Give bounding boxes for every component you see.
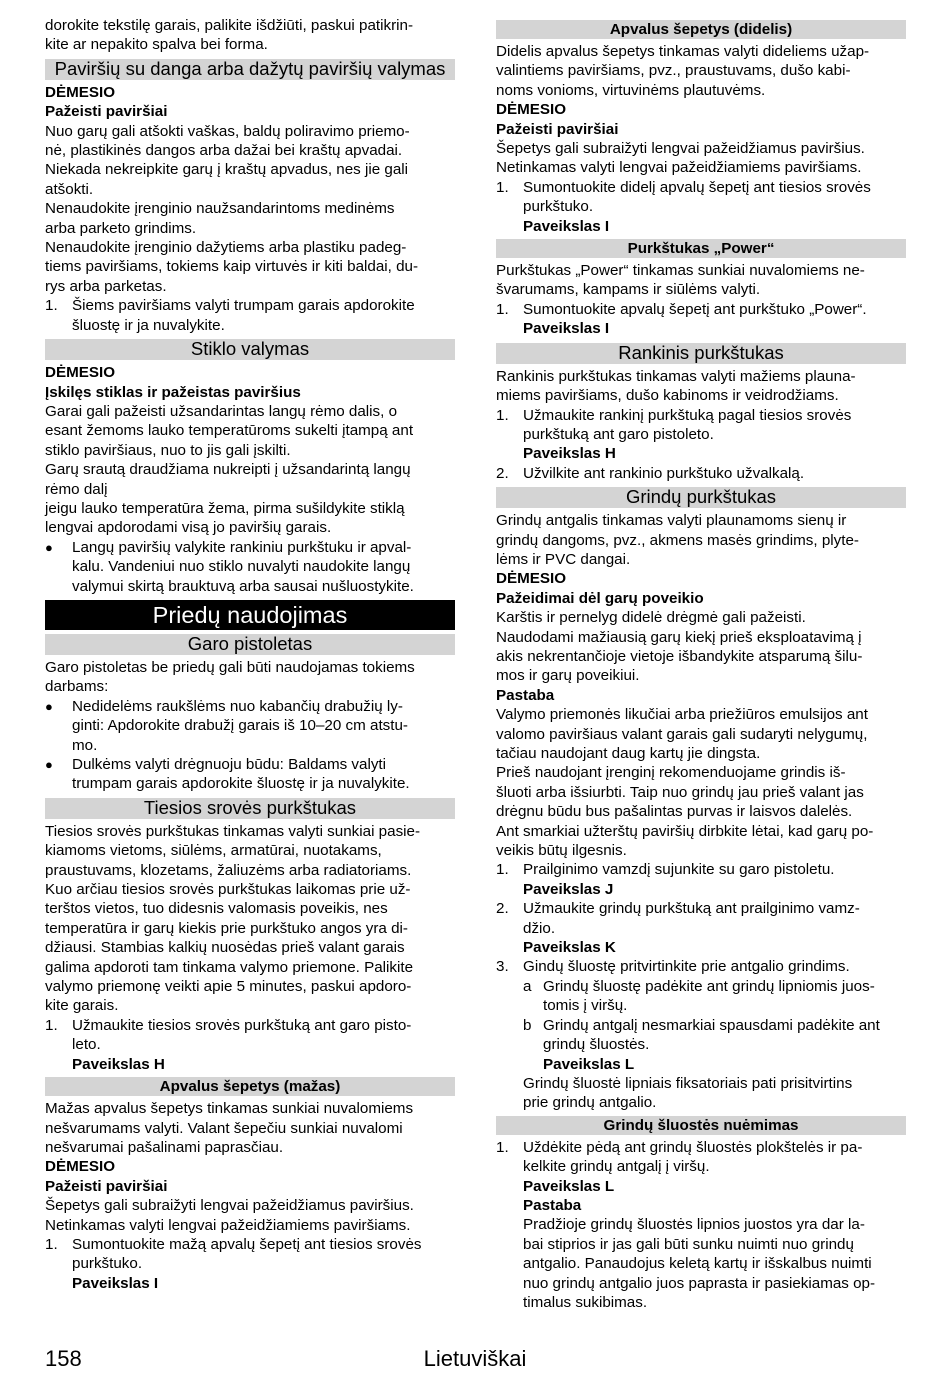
text-line: terštos vietos, tuo didesnis valomasis poveikis, nes [45,900,388,918]
step-line: tomis į viršų. [543,997,628,1015]
text-line: valintiems paviršiams, pvz., praustuvams, dušo kabi- [496,62,851,80]
text-line: Nenaudokite įrenginio naužsandarintoms medinėms [45,200,395,218]
bullet-line: Langų paviršių valykite rankiniu purkštuku ir apval- [72,538,412,556]
step-number: 1. [496,861,509,879]
sub-step-letter: b [523,1016,532,1034]
text-line: tačiau naudojant daug kartų jie dingsta. [496,745,761,762]
section-heading: Tiesios srovės purkštukas [45,798,455,819]
text-line: lengvai apdorodami visą jo paviršių garais. [45,519,332,537]
step-line: Sumontuokite mažą apvalų šepetį ant tiesios srovės [72,1235,422,1253]
text-line: veikis būtų ilgesnis. [496,842,627,860]
sub-step-letter: a [523,977,532,995]
step-number: 1. [45,1235,58,1253]
step-number: 1. [45,297,58,315]
text-line: nešvarumai pašalinami paprasčiau. [45,1138,284,1156]
text-line: Grindų šluostė lipniais fiksatoriais pati prisitvirtins [523,1074,853,1092]
step-line: džio. [523,919,556,937]
warning-label: DĖMESIO [496,570,567,588]
text-line: tiems paviršiams, tokiems kaip virtuvės ir kiti baldai, du- [45,258,419,276]
subsection-heading: Apvalus šepetys (mažas) [45,1077,455,1096]
warning-subtitle: Pažeidimai dėl garų poveikio [496,589,704,607]
text-line: šluoti arba išsiurbti. Taip nuo grindų jau prieš valant jas [496,783,864,801]
note-line: timalus sukibimas. [523,1293,648,1311]
text-line: Karštis ir pernelyg didelė drėgmė gali pažeisti. [496,609,806,627]
numbered-step [496,464,906,483]
text-line: valymo priemonę veikti apie 5 minutes, paskui apdoro- [45,978,412,996]
warning-label: DĖMESIO [45,364,116,382]
figure-reference: Paveikslas I [72,1274,159,1292]
text-line: praustuvams, klozetams, žaliuzėms arba radiatoriams. [45,861,412,879]
step-number: 1. [45,1016,58,1034]
text-line: valomo paviršiaus valant garais gali sudaryti nelygumų, [496,725,868,743]
text-line: džiausi. Stambias kalkių nuosėdas prieš valant garais [45,939,405,957]
bullet-line: valymui skirtą brauktuvą arba sausai nušluostykite. [72,577,414,595]
text-line: švarumams, kampams ir siūlėms valyti. [496,281,761,299]
step-number: 1. [496,300,509,318]
bullet-item [45,755,455,794]
bullet-line: Nedidelėms raukšlėms nuo kabančių drabužių ly- [72,697,403,715]
subsection-heading: Apvalus šepetys (didelis) [496,20,906,39]
text-line: kite garais. [45,997,119,1015]
text-line: Ant smarkiai užterštų paviršių dirbkite lėtai, kad garų po- [496,822,874,840]
text-line: nešvarumams valyti. Valant šepečiu sunkiai nuvalomi [45,1119,403,1137]
figure-reference: Paveikslas L [523,1177,615,1195]
text-line: Naudodami mažiausią garų kiekį prieš eksploatavimą į [496,628,862,646]
figure-reference: Paveikslas L [543,1055,635,1073]
text-line: Nenaudokite įrenginio dažytiems arba plastiku padeg- [45,239,407,257]
text-line: temperatūra ir garų kiekis prie purkštuko angos yra di- [45,919,408,937]
step-line: Sumontuokite didelį apvalų šepetį ant tiesios srovės [523,178,871,196]
step-line: purkštuko. [523,198,594,216]
bullet-line: Dulkėms valyti drėgnuoju būdu: Baldams valyti [72,756,387,773]
bullet-icon: ● [45,539,53,555]
text-line: darbams: [45,678,109,696]
step-number: 2. [496,464,509,482]
section-heading: Stiklo valymas [45,339,455,360]
numbered-step [496,860,906,899]
note-line: bai stiprios ir jas gali būti sunku nuimti nuo grindų [523,1235,854,1253]
text-line: Prieš naudojant įrenginį rekomenduojame grindis iš- [496,764,846,782]
numbered-step [45,1016,455,1074]
step-line: Užmaukite rankinį purkštuką pagal tiesios srovės [523,406,852,424]
subsection-heading: Grindų šluostės nuėmimas [496,1116,906,1135]
figure-reference: Paveikslas H [523,445,616,463]
step-line: Prailginimo vamzdį sujunkite su garo pistoletu. [523,861,835,879]
numbered-step [496,1138,906,1313]
step-number: 1. [496,406,509,424]
step-line: leto. [72,1036,101,1054]
text-line: Netinkamas valyti lengvai pažeidžiamiems paviršiams. [45,1216,411,1234]
language-label: Lietuviškai [423,1346,527,1371]
text-line: Šepetys gali subraižyti lengvai pažeidžiamus paviršius. [496,140,865,158]
bullet-line: ginti: Apdorokite drabužį garais iš 10–20 cm atstu- [72,717,408,735]
step-line: Gindų šluostę pritvirtinkite prie antgalio grindims. [523,958,850,976]
step-line: Uždėkite pėdą ant grindų šluostės plokštelės ir pa- [523,1138,863,1156]
section-heading: Paviršių su danga arba dažytų paviršių valymas [45,59,455,80]
text-line: Nuo garų gali atšokti vaškas, baldų poliravimo priemo- [45,122,410,140]
text-line: drėgnu būdu bus pašalintas purvas ir laisvos dalelės. [496,803,853,821]
numbered-step [45,296,455,335]
step-line: grindų šluostės. [543,1036,650,1054]
intro-line: dorokite tekstilę garais, palikite išdžiūti, paskui patikrin- [45,17,414,34]
text-line: mos ir garų poveikiui. [496,667,640,685]
text-line: nė, plastikinės dangos arba dažai bei kraštų apvadai. [45,142,403,160]
warning-subtitle: Pažeisti paviršiai [496,120,619,138]
text-line: noms vonioms, virtuvinėms plautuvėms. [496,81,766,99]
note-line: antgalio. Panaudojus keletą kartų ir išskalbus nuimti [523,1255,872,1273]
section-heading: Garo pistoletas [45,634,455,655]
step-line: Šiems paviršiams valyti trumpam garais apdorokite [72,297,415,315]
step-line: Užmaukite tiesios srovės purkštuką ant garo pisto- [72,1016,412,1034]
sub-step [523,977,906,1016]
bullet-line: trumpam garais apdorokite šluostę ir ja nuvalykite. [72,775,410,793]
bullet-icon: ● [45,698,53,714]
section-heading: Grindų purkštukas [496,487,906,508]
text-line: Niekada nekreipkite garų į kraštų apvadus, nes jie gali [45,161,409,179]
step-line: purkštuką ant garo pistoleto. [523,425,714,443]
section-heading: Rankinis purkštukas [496,343,906,364]
bullet-icon: ● [45,757,53,772]
intro-line: kite ar nepakito spalva bei forma. [45,36,268,54]
right-column [496,16,906,1312]
figure-reference: Paveikslas I [523,320,610,338]
warning-subtitle: Pažeisti paviršiai [45,1177,168,1195]
text-line: grindų dangoms, pvz., akmens masės grindims, plyte- [496,531,859,549]
note-label: Pastaba [523,1196,582,1214]
bullet-line: kalu. Vandeniui nuo stiklo nuvalyti naudokite langų [72,558,411,576]
bullet-item [45,538,455,596]
text-line: Kuo arčiau tiesios srovės purkštukas laikomas prie už- [45,881,411,899]
note-line: Pradžioje grindų šluostės lipnios juostos yra dar la- [523,1216,865,1234]
left-column [45,16,455,1293]
text-line: prie grindų antgalio. [523,1094,657,1112]
step-line: Sumontuokite apvalų šepetį ant purkštuko „Power“. [523,300,867,318]
text-line: arba parketo grindims. [45,219,197,237]
text-line: Garo pistoletas be priedų gali būti naudojamas tokiems [45,658,415,676]
text-line: esant žemoms lauko temperatūroms sukelti įtampą ant [45,422,414,440]
text-line: jeigu lauko temperatūra žema, pirma sušildykite stiklą [45,499,405,517]
text-line: galima apdoroti tam tinkama valymo priemone. Palikite [45,958,414,976]
numbered-step [496,300,906,339]
text-line: Valymo priemonės likučiai arba priežiūros emulsijos ant [496,706,868,724]
text-line: Šepetys gali subraižyti lengvai pažeidžiamus paviršius. [45,1197,414,1215]
chapter-heading: Priedų naudojimas [45,600,455,630]
text-line: Netinkamas valyti lengvai pažeidžiamiems paviršiams. [496,159,862,177]
figure-reference: Paveikslas J [523,880,614,898]
text-line: Mažas apvalus šepetys tinkamas sunkiai nuvalomiems [45,1100,414,1118]
text-line: akis nekrentančioje vietoje išbandykite atsparumą šilu- [496,647,863,665]
numbered-step [496,406,906,464]
warning-subtitle: Pažeisti paviršiai [45,103,168,121]
text-line: Rankinis purkštukas tinkamas valyti mažiems plauna- [496,367,856,385]
text-line: miems paviršiams, dušo kabinoms ir veidrodžiams. [496,387,839,405]
bullet-item [45,697,455,755]
text-line: Purkštukas „Power“ tinkamas sunkiai nuvalomiems ne- [496,262,865,280]
text-line: kiamoms vietoms, siūlėms, armatūrai, nuotakams, [45,842,382,860]
step-number: 1. [496,1138,509,1156]
numbered-step [45,1235,455,1293]
warning-label: DĖMESIO [496,101,567,119]
note-label: Pastaba [496,686,555,704]
text-line: atšokti. [45,180,94,198]
step-line: kelkite grindų antgalį į viršų. [523,1158,710,1176]
text-line: Garų srautą draudžiama nukreipti į užsandarintą langų [45,461,411,479]
warning-label: DĖMESIO [45,1158,116,1176]
note-line: nuo grindų antgalio juos paprasta ir pasiekiamas op- [523,1274,876,1292]
step-number: 3. [496,958,509,976]
text-line: Grindų antgalis tinkamas valyti plaunamoms sienų ir [496,512,847,530]
step-line: Grindų šluostę padėkite ant grindų lipniomis juos- [543,977,875,995]
sub-step [523,1016,906,1074]
text-line: rys arba parketas. [45,277,167,295]
step-line: šluostę ir ja nuvalykite. [72,316,225,334]
text-line: stiklo paviršiaus, nuo to jis gali įskilti. [45,441,291,459]
warning-label: DĖMESIO [45,83,116,101]
warning-subtitle: Įskilęs stiklas ir pažeistas paviršius [45,383,301,401]
figure-reference: Paveikslas K [523,939,616,957]
numbered-step [496,957,906,976]
text-line: Tiesios srovės purkštukas tinkamas valyti sunkiai pasie- [45,822,421,840]
subsection-heading: Purkštukas „Power“ [496,239,906,258]
step-line: purkštuko. [72,1255,143,1273]
step-number: 2. [496,900,509,918]
step-number: 1. [496,178,509,196]
figure-reference: Paveikslas I [523,217,610,235]
step-line: Grindų antgalį nesmarkiai spausdami padėkite ant [543,1016,880,1034]
step-line: Užvilkite ant rankinio purkštuko užvalkalą. [523,464,805,482]
page-number: 158 [45,1346,82,1371]
text-line: Didelis apvalus šepetys tinkamas valyti dideliems užap- [496,43,870,60]
numbered-step [496,899,906,957]
text-line: Garai gali pažeisti užsandarintas langų rėmo dalis, o [45,402,398,420]
bullet-line: mo. [72,736,98,754]
numbered-step [496,178,906,236]
page-footer [45,1346,905,1376]
text-line: rėmo dalį [45,480,108,498]
text-line: lėms ir PVC dangai. [496,550,631,568]
step-line: Užmaukite grindų purkštuką ant prailginimo vamz- [523,900,860,918]
figure-reference: Paveikslas H [72,1055,165,1073]
